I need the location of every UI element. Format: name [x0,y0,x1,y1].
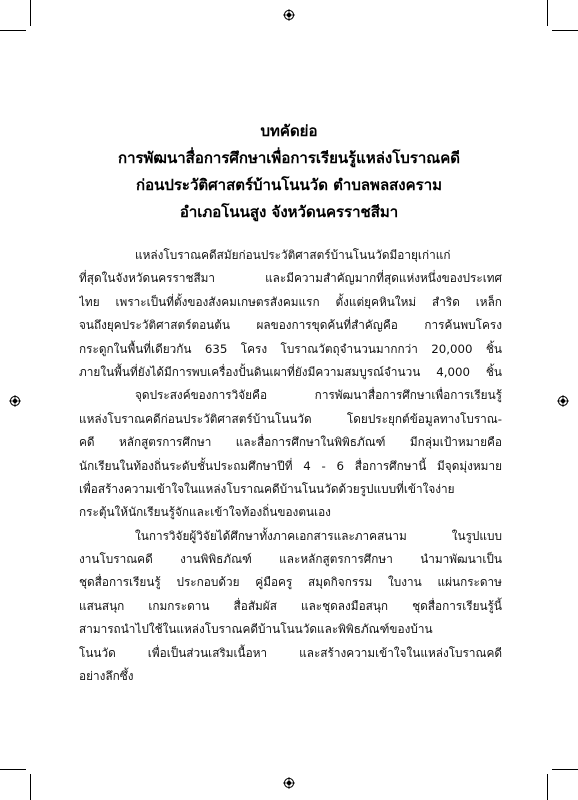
word: ไทย [79,294,100,309]
text-line [79,571,502,594]
paragraph-3 [79,525,502,689]
text-line [79,455,502,478]
thesis-title-line-2: ก่อนประวัติศาสตร์บ้านโนนวัด ตำบลพลสงคราม [135,176,443,194]
word: และสื่อการศึกษาในพิพิธภัณฑ์ [235,435,386,450]
word: และหลักสูตรการศึกษา [279,552,393,567]
text-line [79,314,502,337]
word: 4,000 [436,364,470,379]
word: ชุดสื่อการเรียนรู้นี้ [412,598,502,613]
word: โบราณวัตถุจำนวนมากกว่า [280,341,418,356]
word: คดี [79,435,95,450]
word: เพื่อเป็นส่วนเสริมเนื้อหา [147,645,268,660]
word: ตั้งแต่ยุคหินใหม่ [335,294,417,309]
word: ในรูปแบบ [451,528,502,543]
word: ชุดสื่อการเรียนรู้ [79,575,161,590]
text-line: เพื่อสร้างความเข้าใจในแหล่งโบราณคดีบ้านโนนวัดด้วยรูปแบบที่เข้าใจง่าย [79,481,455,496]
word: โครง [240,341,268,356]
word: แสนสนุก [79,598,125,613]
registration-mark-left-icon [9,395,21,407]
word: ประกอบด้วย [176,575,240,590]
word: เหล็ก [475,294,502,309]
text-line [79,525,502,548]
word: และมีความสำคัญมากที่สุดแห่งหนึ่งของประเทศ [265,271,502,286]
abstract-body [79,244,502,688]
word: สมุดกิจกรรม [308,575,373,590]
abstract-title-block [40,118,538,226]
paragraph-1 [79,244,502,384]
word: การพัฒนาสื่อการศึกษาเพื่อการเรียนรู้ [314,388,502,403]
registration-mark-top-icon [283,9,295,21]
registration-mark-right-icon [557,395,569,407]
crop-mark-top-right-h [552,30,578,31]
word: สำริด [432,294,460,309]
text-line [79,384,502,407]
text-line: กระตุ้นให้นักเรียนรู้จักและเข้าใจท้องถิ่นของตนเอง [79,505,331,520]
word: หลักสูตรการศึกษา [118,435,212,450]
word: จุดประสงค์ของการวิจัยคือ [135,388,268,403]
text-line [79,431,502,454]
text-line: แหล่งโบราณคดีสมัยก่อนประวัติศาสตร์บ้านโนนวัดมีอายุเก่าแก่ [135,248,451,262]
word: นักเรียนในท้องถิ่นระดับชั้นประถมศึกษาปีที่ [79,458,293,473]
word: แหล่งโบราณคดีก่อนประวัติศาสตร์บ้านโนนวัด [79,411,312,426]
text-line [79,338,502,361]
thesis-title-line-3: อำเภอโนนสูง จังหวัดนครราชสีมา [179,203,399,221]
word: คู่มือครู [255,575,293,590]
registration-mark-bottom-icon [283,777,295,789]
word: 4 [303,458,311,473]
abstract-heading: บทคัดย่อ [260,122,318,140]
text-line [79,642,502,665]
word: - [321,458,326,473]
word: สื่อการศึกษานี้ [354,458,427,473]
word: ภายในพื้นที่ยังได้มีการพบเครื่องปั้นดินเผาที่ยังมีความสมบูรณ์จำนวน [79,364,421,379]
word: 635 [204,341,228,356]
text-line [79,291,502,314]
word: นำมาพัฒนาเป็น [420,552,502,567]
crop-mark-top-left-h [0,30,26,31]
text-line: สามารถนำไปใช้ในแหล่งโบราณคดีบ้านโนนวัดและพิพิธภัณฑ์ของบ้าน [79,622,433,637]
text-line [79,408,502,431]
crop-mark-bottom-left-v [30,774,31,800]
word: ในการวิจัยผู้วิจัยได้ศึกษาทั้งภาคเอกสารและภาคสนาม [135,528,407,543]
word: งานพิพิธภัณฑ์ [180,552,252,567]
word: กระดูกในพื้นที่เดียวกัน [79,341,192,356]
text-line [79,595,502,618]
word: มีกลุ่มเป้าหมายคือ [409,435,502,450]
paragraph-2 [79,384,502,524]
word: ใบงาน [388,575,422,590]
word: โดยประยุกต์ข้อมูลทางโบราณ- [346,411,502,426]
text-line [79,548,502,571]
word: แผ่นกระดาษ [437,575,502,590]
word: 20,000 [431,341,473,356]
word: ชิ้น [485,341,502,356]
word: งานโบราณคดี [79,552,153,567]
word: ชิ้น [485,364,502,379]
word: และชุดลงมือสนุก [300,598,389,613]
crop-mark-top-left-v [30,0,31,26]
word: มีจุดมุ่งหมาย [437,458,502,473]
text-line [79,361,502,384]
word: จนถึงยุคประวัติศาสตร์ตอนต้น [79,318,230,333]
crop-mark-bottom-right-h [552,769,578,770]
word: การค้นพบโครง [424,318,502,333]
crop-mark-bottom-left-h [0,769,26,770]
word: โนนวัด [79,645,116,660]
text-line: อย่างลึกซึ้ง [79,669,134,684]
word: เกมกระดาน [148,598,210,613]
word: และสร้างความเข้าใจในแหล่งโบราณคดี [299,645,502,660]
thesis-title-line-1: การพัฒนาสื่อการศึกษาเพื่อการเรียนรู้แหล่งโบราณคดี [117,149,460,167]
crop-mark-bottom-right-v [547,774,548,800]
word: สื่อสัมผัส [233,598,277,613]
text-line [79,267,502,290]
word: ที่สุดในจังหวัดนครราชสีมา [79,271,216,286]
word: 6 [336,458,345,473]
crop-mark-top-right-v [547,0,548,26]
word: เพราะเป็นที่ตั้งของสังคมเกษตรสังคมแรก [115,294,320,309]
word: ผลของการขุดค้นที่สำคัญคือ [256,318,398,333]
